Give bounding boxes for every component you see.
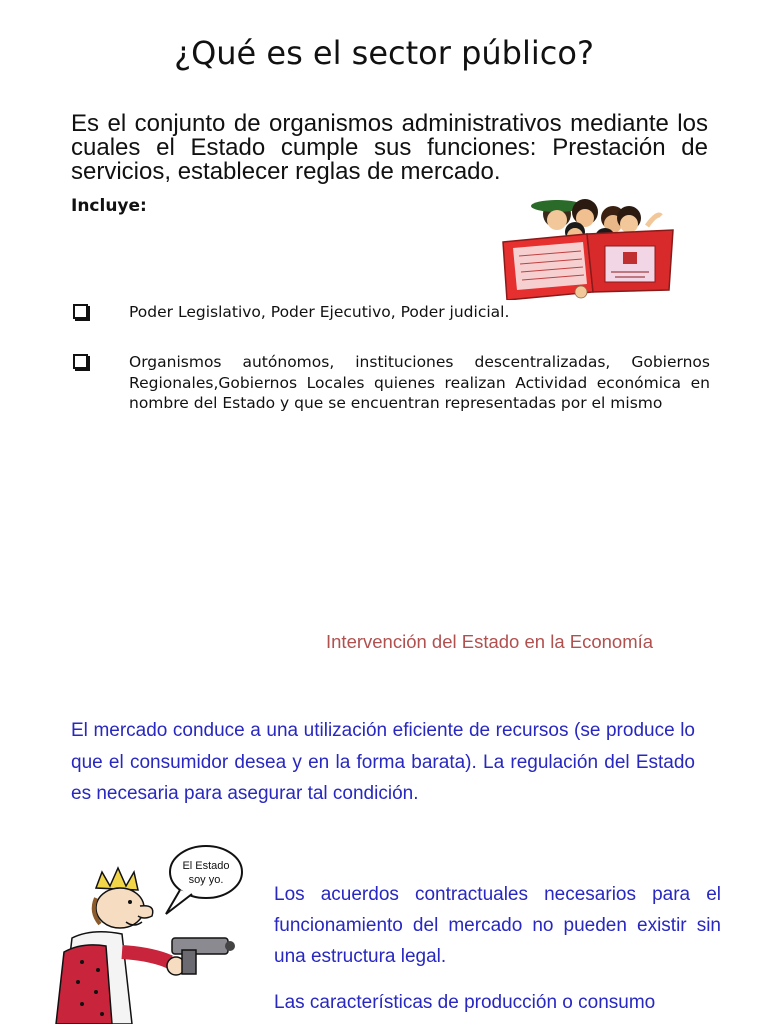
production-consumption-paragraph: Las características de producción o consumo xyxy=(274,992,656,1013)
checkbox-bullet-icon xyxy=(73,354,88,369)
bullet-text: Organismos autónomos, instituciones descentralizadas, Gobiernos Regionales,Gobiernos Locales quienes realizan Actividad económica en nombre del Estado y que se encuentran representadas por el mismo xyxy=(129,353,710,412)
speech-bubble-line2: soy yo. xyxy=(188,874,224,886)
speech-bubble-line1: El Estado xyxy=(182,860,230,872)
incluye-label: Incluye: xyxy=(71,196,147,216)
children-book-illustration xyxy=(497,196,689,300)
market-paragraph: El mercado conduce a una utilización eficiente de recursos (se produce lo que el consumidor desea y en la forma barata). La regulación del Estado es necesaria para asegurar tal condición. xyxy=(71,720,695,804)
section-title: Intervención del Estado en la Economía xyxy=(326,631,654,652)
page-title: ¿Qué es el sector público? xyxy=(174,34,594,72)
checkbox-bullet-icon xyxy=(73,304,88,319)
intro-paragraph: Es el conjunto de organismos administrativos mediante los cuales el Estado cumple sus funciones: Prestación de servicios, establecer reglas de mercado. xyxy=(71,110,708,185)
bullet-text: Poder Legislativo, Poder Ejecutivo, Poder judicial. xyxy=(129,303,510,321)
king-cartoon xyxy=(52,842,262,1024)
legal-structure-paragraph: Los acuerdos contractuales necesarios para el funcionamiento del mercado no pueden existir sin una estructura legal. xyxy=(274,884,721,967)
